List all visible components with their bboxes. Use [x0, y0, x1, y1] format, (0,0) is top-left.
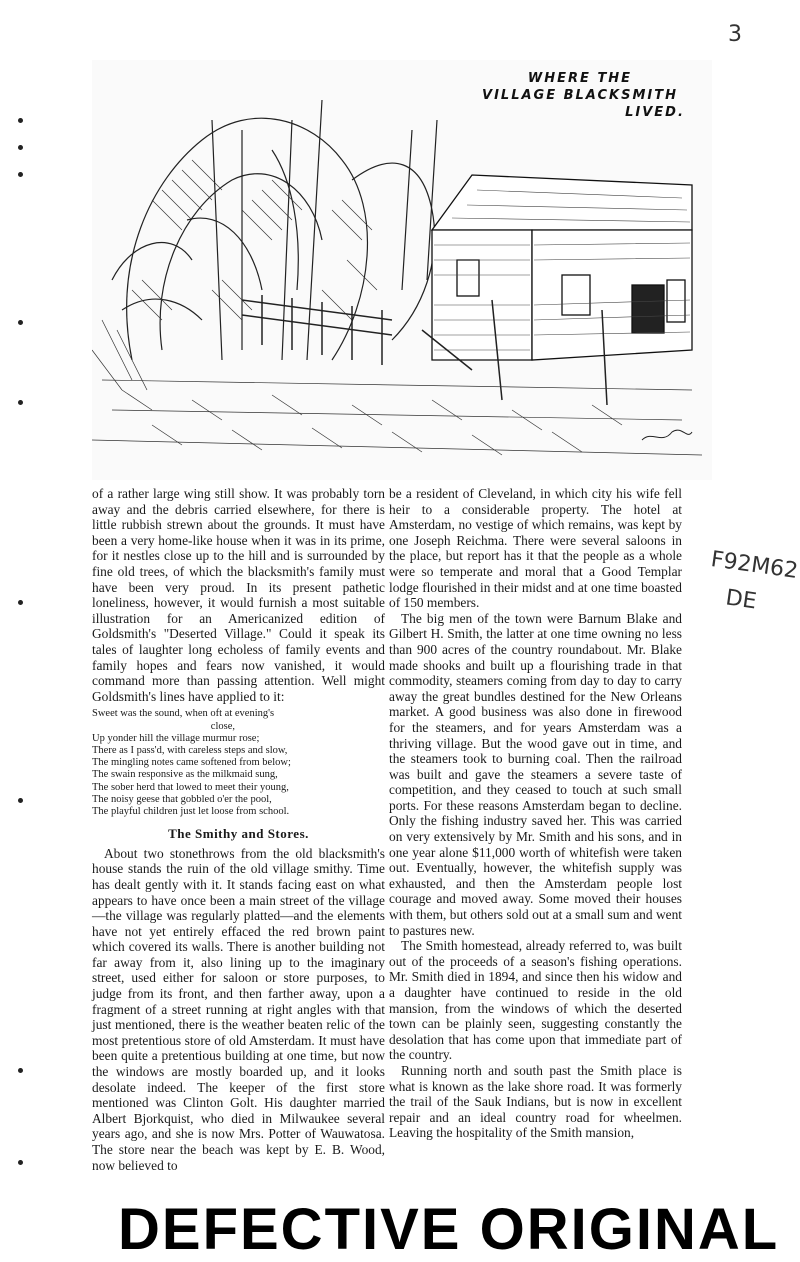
defective-original-stamp: DEFECTIVE ORIGINAL	[118, 1197, 780, 1262]
margin-bullet	[18, 400, 23, 405]
page-number: 3	[728, 22, 742, 47]
poem-line: close,	[210, 720, 235, 732]
margin-bullet	[18, 798, 23, 803]
house	[432, 175, 692, 360]
margin-note-line-2: DE	[724, 585, 759, 615]
caption-line-3: LIVED.	[625, 105, 685, 120]
blacksmith-house-illustration	[92, 60, 712, 480]
right-paragraph-2: The big men of the town were Barnum Blake and Gilbert H. Smith, the latter at one time owning no less than 900 acres of the country roundabout. Mr. Blake made shooks and built up a flourishing trade in that commodity, steamers coming from day to day to carry away the great bundles destined for the New Orleans market. A good business was also done in firewood for the steamers, and for years Amsterdam was a thriving village. But the wood gave out in time, and the steamers took to burning coal. Then the railroad was built and gave the steamers a severe taste of competition, and they ceased to touch at such small ports. For these reasons Amsterdam began to decline. Only the fishing industry saved her. This was carried on very extensively by Mr. Smith and his sons, and in one year alone $11,000 worth of whitefish were taken out. Eventually, however, the whitefish supply was exhausted, and then the Amsterdam people lost courage and moved away. Some moved their houses with them, but others sold out at a small sum and went to pastures new.	[389, 610, 682, 938]
right-paragraph-4: Running north and south past the Smith place is what is known as the lake shore road. It was formerly the trail of the Sauk Indians, but is now in excellent repair and an ideal country road for wheelmen. Leaving the hospitality of the Smith mansion,	[389, 1062, 682, 1141]
margin-bullet	[18, 600, 23, 605]
right-paragraph-3: The Smith homestead, already referred to, was built out of the proceeds of a season's fishing operations. Mr. Smith died in 1894, and since then his widow and a daughter have continued to reside in the old mansion, from the windows of which the deserted town can be plainly seen, suggesting constantly the desolation that has come upon that immediate part of the country.	[389, 938, 682, 1063]
caption-line-1: WHERE THE	[527, 71, 633, 86]
poem-line: Up yonder hill the village murmur rose;	[92, 732, 260, 744]
margin-bullet	[18, 118, 23, 123]
margin-bullet	[18, 145, 23, 150]
left-paragraph-1: of a rather large wing still show. It was probably torn away and the debris carried elsewhere, for there is little rubbish strewn about the grounds. It must have been a very home-like house when it was in its prime, for it nestles close up to the hill and is surrounded by fine old trees, of which the blacksmith's family must have been very proud. In its present pathetic loneliness, however, it would furnish a most suitable illustration for an Americanized edition of Goldsmith's "Deserted Village." Could it speak its tales of laughter long echoless of family events and family hopes and fears now vanished, it would command more than passing attention. Well might Goldsmith's lines have applied to it:	[92, 486, 385, 704]
poem-line: There as I pass'd, with careless steps and slow,	[92, 744, 288, 756]
right-column	[389, 486, 682, 1141]
poem-line: The playful children just let loose from school.	[92, 805, 290, 817]
margin-note-line-1: F92M62	[709, 547, 800, 584]
goldsmith-poem	[92, 708, 385, 818]
margin-bullet	[18, 320, 23, 325]
left-column	[92, 486, 385, 1173]
poem-line: The sober herd that lowed to meet their young,	[92, 781, 289, 793]
illustration-caption	[440, 70, 720, 121]
poem-line: The mingling notes came softened from below;	[92, 757, 291, 769]
margin-bullet	[18, 1160, 23, 1165]
poem-line: The swain responsive as the milkmaid sung,	[92, 769, 278, 781]
handwritten-margin-note	[703, 542, 800, 626]
poem-line: Sweet was the sound, when oft at evening's	[92, 708, 275, 720]
left-paragraph-2: About two stonethrows from the old blacksmith's house stands the ruin of the old village smithy. Time has dealt gently with it. It stands facing east on what appears to have once been a main street of the village—the village was regularly platted—and the elements have not yet entirely effaced the red brown paint which covered its walls. There is another building not far away from it, also lining up to the imaginary street, used either for saloon or store purposes, to judge from its front, and then farther away, upon a fragment of a street running at right angles with that just mentioned, there is the weather beaten relic of the most pretentious store of old Amsterdam. It must have been quite a pretentious building at one time, but now the windows are mostly boarded up, and it looks desolate indeed. The keeper of the first store mentioned was Clinton Golt. His daughter married Albert Bjorkquist, who died in Milwaukee several years ago, and she is now Mrs. Potter of Wauwatosa. The store near the beach was kept by E. B. Wood, now believed to	[92, 845, 385, 1173]
poem-line: The noisy geese that gobbled o'er the pool,	[92, 793, 272, 805]
margin-bullet	[18, 172, 23, 177]
illustration-drawing	[92, 60, 712, 480]
section-subheading: The Smithy and Stores.	[168, 826, 309, 842]
margin-bullet	[18, 1068, 23, 1073]
caption-line-2: VILLAGE BLACKSMITH	[482, 88, 678, 103]
right-paragraph-1: be a resident of Cleveland, in which city his wife fell heir to a considerable property. The hotel at Amsterdam, no vestige of which remains, was kept by one Joseph Reichma. There were several saloons in the place, but report has it that the people as a whole were so temperate and moral that a Good Templar lodge flourished in their midst and at one time boasted of 150 members.	[389, 486, 682, 611]
